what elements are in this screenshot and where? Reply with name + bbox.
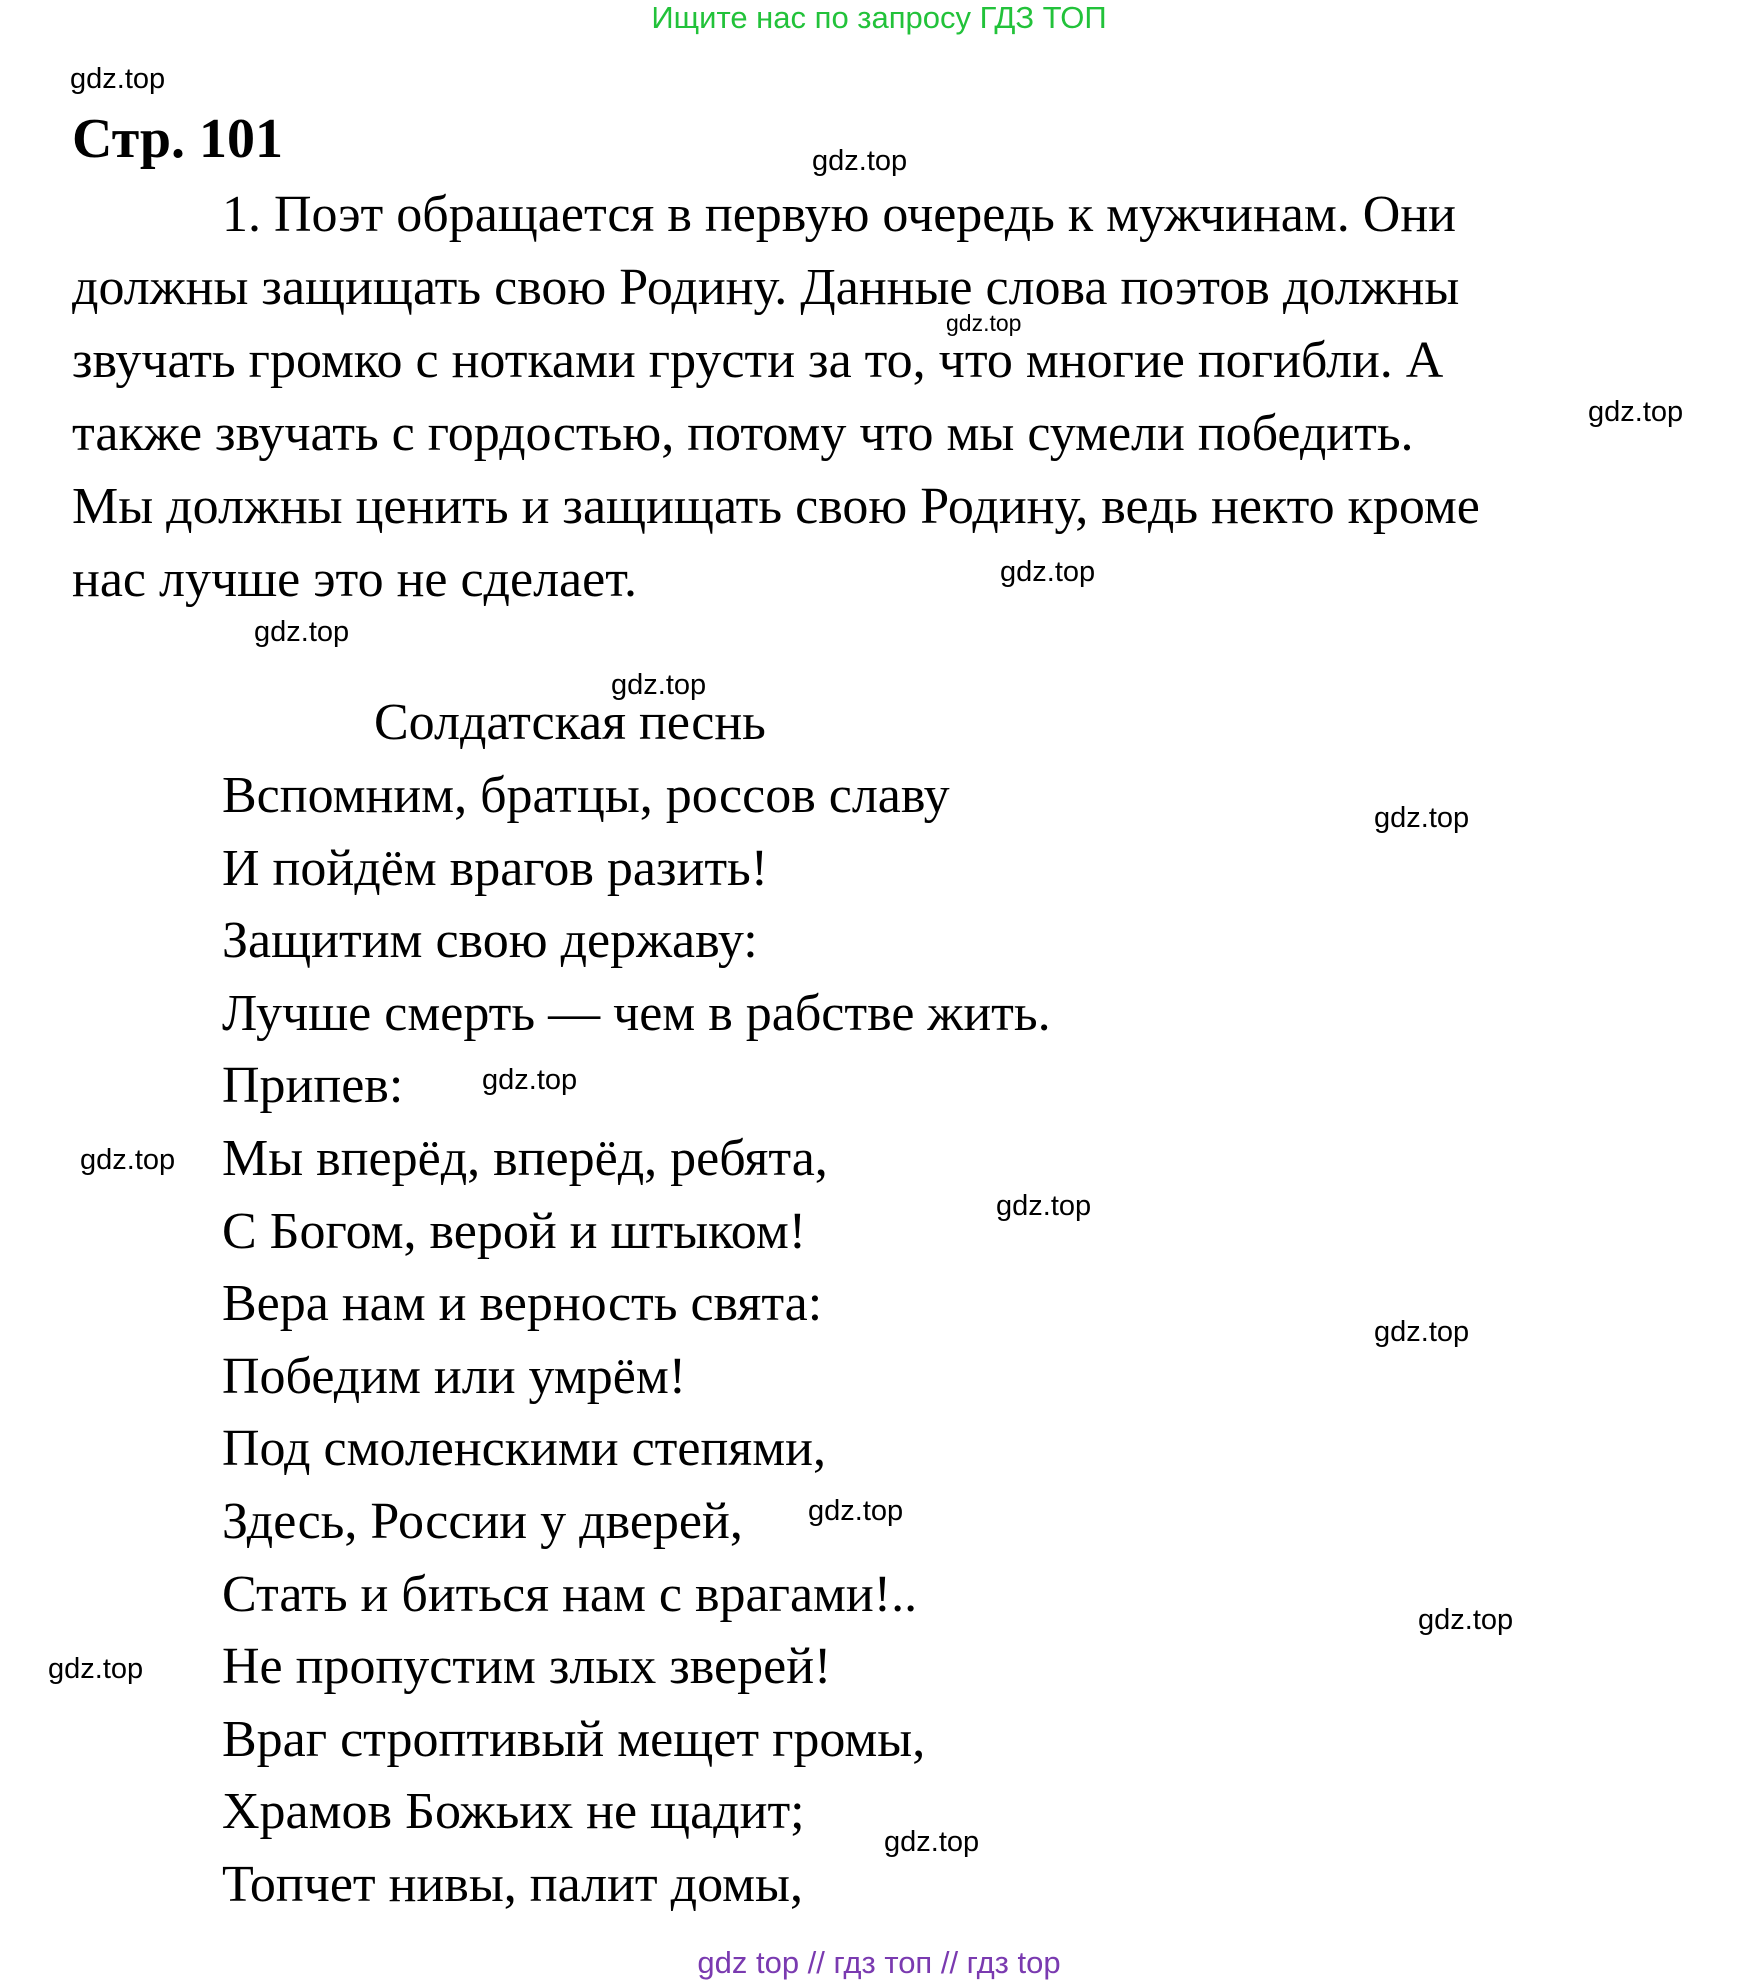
watermark: gdz.top xyxy=(611,669,707,701)
watermark: gdz.top xyxy=(48,1653,144,1685)
watermark: gdz.top xyxy=(1374,1316,1470,1348)
poem-line: С Богом, верой и штыком! xyxy=(222,1202,807,1260)
watermark: gdz.top xyxy=(808,1495,904,1527)
watermark: gdz.top xyxy=(80,1144,176,1176)
watermark: gdz.top xyxy=(1374,802,1470,834)
poem-line: Вера нам и верность свята: xyxy=(222,1275,823,1333)
poem-line: Стать и биться нам с врагами!.. xyxy=(222,1565,918,1623)
watermark: gdz.top xyxy=(996,1190,1092,1222)
poem-line: Лучше смерть — чем в рабстве жить. xyxy=(222,984,1051,1042)
poem-line: Под смоленскими степями, xyxy=(222,1420,826,1478)
watermark: gdz.top xyxy=(482,1064,578,1096)
search-banner[interactable]: Ищите нас по запросу ГДЗ ТОП xyxy=(651,0,1107,35)
watermark: gdz.top xyxy=(70,63,166,95)
poem-line: Припев: xyxy=(222,1057,404,1115)
poem-line: Мы вперёд, вперёд, ребята, xyxy=(222,1129,828,1187)
watermark: gdz.top xyxy=(946,310,1022,336)
poem-lines xyxy=(222,760,1051,1922)
page-title: Стр. 101 xyxy=(72,108,284,170)
watermark: gdz.top xyxy=(1588,396,1684,428)
watermark: gdz.top xyxy=(254,616,350,648)
poem-line: Победим или умрём! xyxy=(222,1347,687,1405)
poem-line: Здесь, России у дверей, xyxy=(222,1492,743,1550)
watermark: gdz.top xyxy=(812,145,908,177)
poem-line: Враг строптивый мещет громы, xyxy=(222,1710,926,1768)
poem-line: И пойдём врагов разить! xyxy=(222,839,769,897)
poem-line: Топчет нивы, палит домы, xyxy=(222,1855,803,1913)
watermark: gdz.top xyxy=(884,1826,980,1858)
watermark: gdz.top xyxy=(1418,1604,1514,1636)
poem-line: Вспомним, братцы, россов славу xyxy=(222,767,950,824)
answer-paragraph: 1. Поэт обращается в первую очередь к мужчинам. Они должны защищать свою Родину. Данные слова поэтов должны звучать громко с нотками грусти за то, что многие погибли. А также звучать с гордостью, потому что мы сумели победить. Мы должны ценить и защищать свою Родину, ведь некто кроме нас лучше это не сделает. xyxy=(72,186,1480,608)
footer-links[interactable]: gdz top // гдз топ // гдз top xyxy=(697,1945,1061,1980)
watermark: gdz.top xyxy=(1000,556,1096,588)
poem-line: Не пропустим злых зверей! xyxy=(222,1638,832,1696)
poem-line: Защитим свою державу: xyxy=(222,912,758,970)
poem-title: Солдатская песнь xyxy=(374,694,766,751)
poem-line: Храмов Божьих не щадит; xyxy=(222,1783,805,1841)
